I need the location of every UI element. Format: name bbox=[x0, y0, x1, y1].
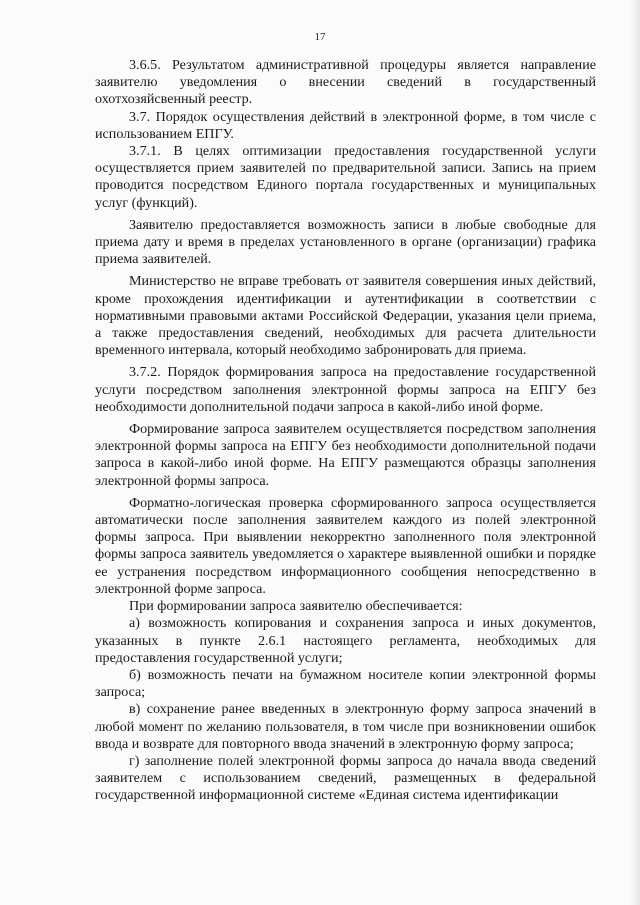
page-edge-shadow bbox=[630, 0, 640, 905]
list-item-g: г) заполнение полей электронной формы запроса до начала ввода сведений заявителем с использованием сведений, размещенных в федеральной государственной информационной системе «Единая система идентификации bbox=[95, 752, 596, 804]
paragraph-3-7-2: 3.7.2. Порядок формирования запроса на предоставление государственной услуги посредством заполнения электронной формы запроса на ЕПГУ без необходимости дополнительной подачи запроса в какой-либо иной форме. bbox=[95, 364, 596, 415]
paragraph-request-formation: Формирование запроса заявителем осуществляется посредством заполнения электронной формы запроса на ЕПГУ без необходимости дополнительной подачи запроса в какой-либо иной форме. На ЕПГУ размещаются образцы заполнения электронной формы запроса. bbox=[95, 421, 596, 489]
document-body bbox=[95, 57, 596, 805]
paragraph-ensured-intro: При формировании запроса заявителю обеспечивается: bbox=[129, 598, 463, 615]
paragraph-3-7: 3.7. Порядок осуществления действий в электронной форме, в том числе с использованием ЕПГУ. bbox=[95, 108, 596, 142]
paragraph-format-check: Форматно-логическая проверка сформированного запроса осуществляется автоматически после заполнения заявителем каждого из полей электронной формы запроса. При выявлении некорректно заполненного поля электронной формы запроса заявитель уведомляется о характере выявленной ошибки и порядке ее устранения посредством информационного сообщения непосредственно в электронной форме запроса. bbox=[95, 494, 596, 597]
paragraph-3-6-5: 3.6.5. Результатом административной процедуры является направление заявителю уведомления о внесении сведений в государственный охотхозяйсвенный реестр. bbox=[95, 57, 596, 108]
list-item-v: в) сохранение ранее введенных в электронную форму запроса значений в любой момент по желанию пользователя, в том числе при возникновении ошибок ввода и возврате для повторного ввода значений в электронную форму запроса; bbox=[95, 701, 596, 752]
paragraph-ministry-restrictions: Министерство не вправе требовать от заявителя совершения иных действий, кроме прохождения идентификации и аутентификации в соответствии с нормативными правовыми актами Российской Федерации, указания цели приема, а также предоставления сведений, необходимых для расчета длительности временного интервала, который необходимо забронировать для приема. bbox=[95, 273, 596, 359]
list-item-b: б) возможность печати на бумажном носителе копии электронной формы запроса; bbox=[95, 666, 596, 701]
page-number: 17 bbox=[314, 31, 326, 43]
paragraph-appointment-slots: Заявителю предоставляется возможность записи в любые свободные для приема дату и время в пределах установленного в органе (организации) графика приема заявителей. bbox=[95, 216, 596, 268]
list-item-a: а) возможность копирования и сохранения запроса и иных документов, указанных в пункте 2.6.1 настоящего регламента, необходимых для предоставления государственной услуги; bbox=[95, 615, 596, 666]
paragraph-3-7-1: 3.7.1. В целях оптимизации предоставления государственной услуги осуществляется прием заявителей по предварительной записи. Запись на прием проводится посредством Единого портала государственных и муниципальных услуг (функций). bbox=[95, 143, 596, 211]
